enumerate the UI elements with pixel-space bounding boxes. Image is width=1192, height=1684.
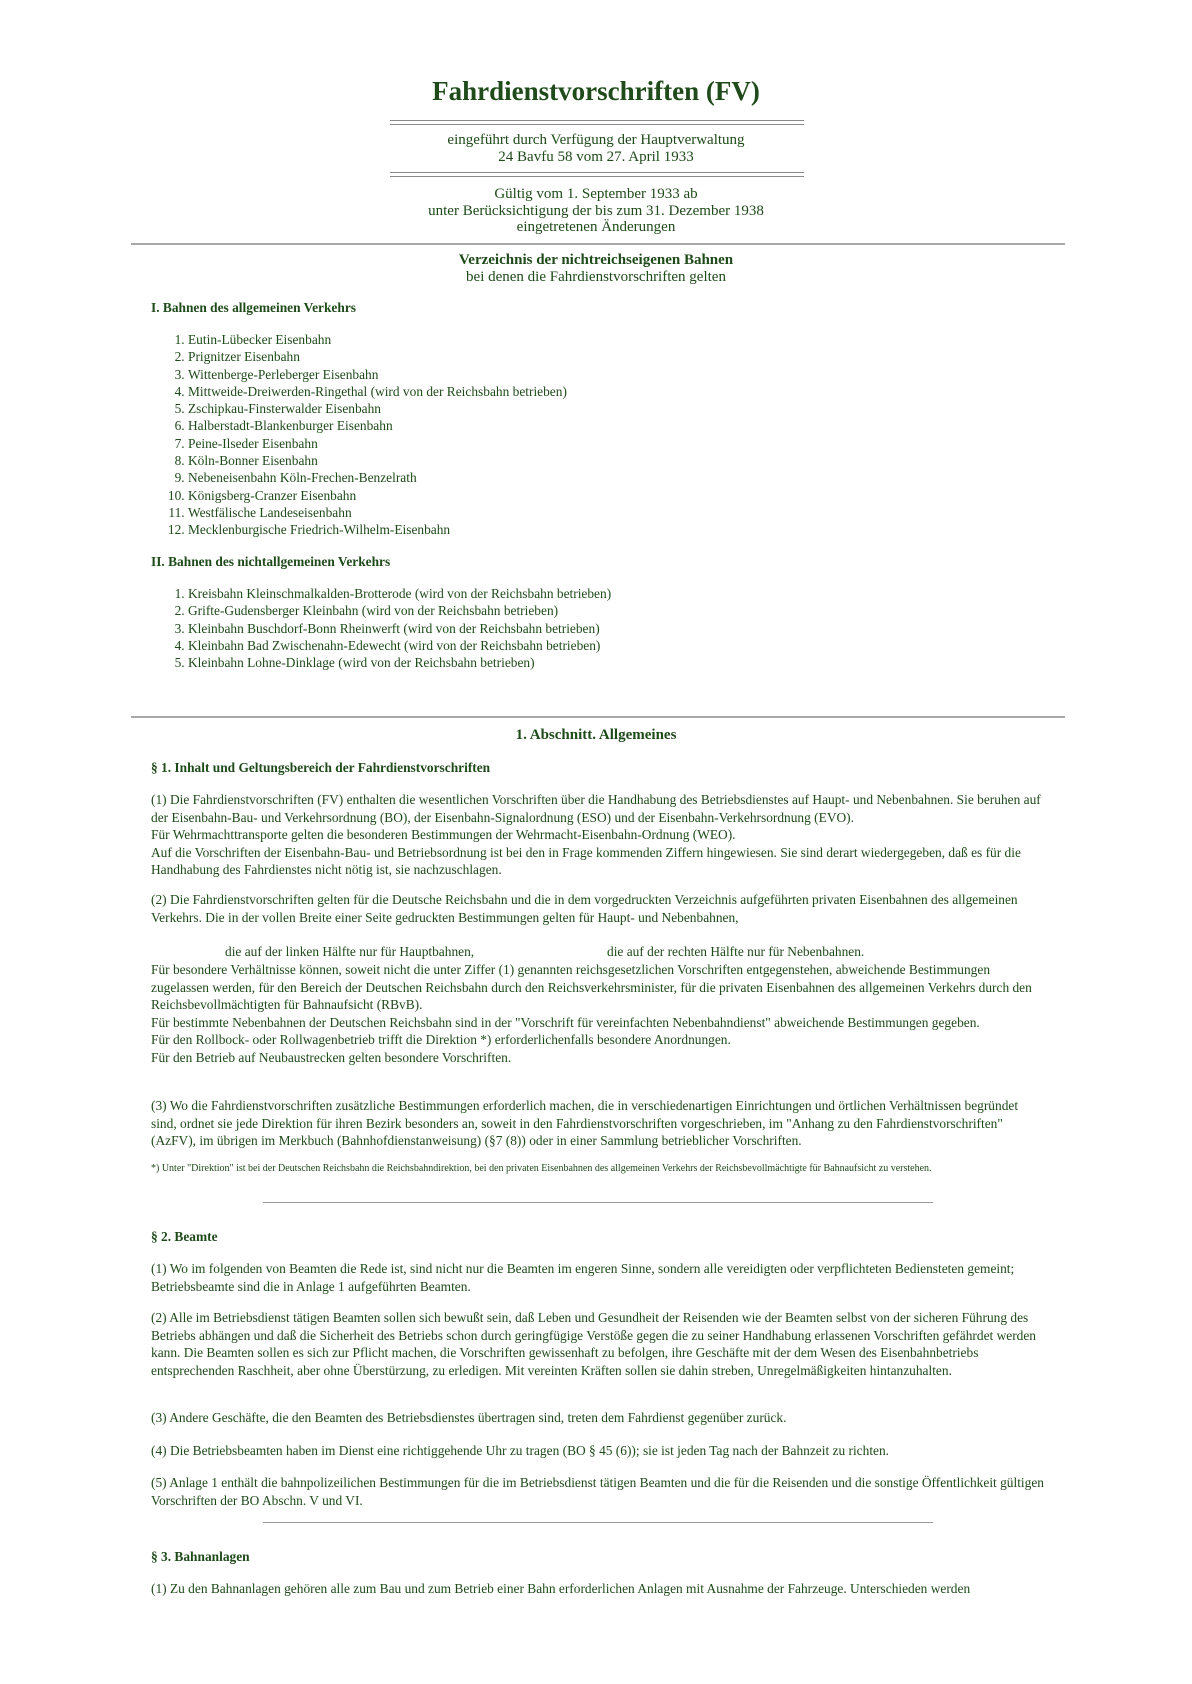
list-item: 10. Königsberg-Cranzer Eisenbahn <box>188 487 567 504</box>
list-item: 1. Eutin-Lübecker Eisenbahn <box>188 331 567 348</box>
short-rule <box>263 1522 933 1523</box>
group1-list <box>151 331 567 539</box>
paragraph-2-4: (4) Die Betriebsbeamten haben im Dienst eine richtiggehende Uhr zu tragen (BO § 45 (6)); sie ist jeden Tag nach der Bahnzeit zu richten. <box>151 1443 890 1458</box>
text-line: (1) Die Fahrdienstvorschriften (FV) enthalten die wesentlichen Vorschriften über die Handhabung des Betriebsdienstes auf Haupt- und Nebenbahnen. Sie beruhen auf der Eisenbahn-Bau- und Verkehrsordnung (BO), der Eisenbahn-Signalordnung (ESO) und der Eisenbahn-Verkehrsordnung (EVO). <box>151 792 1041 825</box>
paragraph-1-2-continued <box>151 961 1047 1066</box>
validity-line: eingetretenen Änderungen <box>516 219 676 235</box>
list-item: 7. Peine-Ilseder Eisenbahn <box>188 435 567 452</box>
intro-block <box>0 132 1192 165</box>
section-title: 1. Abschnitt. Allgemeines <box>515 727 677 743</box>
document-title: Fahrdienstvorschriften (FV) <box>432 76 760 106</box>
validity-block <box>0 186 1192 236</box>
paragraph-2-2: (2) Alle im Betriebsdienst tätigen Beamten sollen sich bewußt sein, daß Leben und Gesundheit der Reisenden wie der Beamten selbst von der sicheren Führung des Betriebs abhängen und daß die Sicherheit des Betriebs schon durch geringfügige Verstöße gegen die zu seiner Handhabung erlassenen Vorschriften gefährdet werden kann. Die Beamten sollen es sich zur Pflicht machen, die Vorschriften gewissenhaft zu befolgen, ihre Geschäfte mit der dem Wesen des Eisenbahnbetriebs entsprechenden Raschheit, aber ohne Überstürzung, zu erledigen. Mit vereinten Kräften sollen sie dahin streben, Unregelmäßigkeiten hintanzuhalten. <box>151 1310 1036 1378</box>
list-item: 3. Wittenberge-Perleberger Eisenbahn <box>188 366 567 383</box>
paragraph-2-3: (3) Andere Geschäfte, die den Beamten des Betriebsdienstes übertragen sind, treten dem Fahrdienst gegenüber zurück. <box>151 1410 787 1425</box>
group1-title: I. Bahnen des allgemeinen Verkehrs <box>151 300 356 315</box>
list-item: 4. Mittweide-Dreiwerden-Ringethal (wird von der Reichsbahn betrieben) <box>188 383 567 400</box>
list-item: 2. Prignitzer Eisenbahn <box>188 348 567 365</box>
list-item: 9. Nebeneisenbahn Köln-Frechen-Benzelrath <box>188 469 567 486</box>
paragraph-1-2: (2) Die Fahrdienstvorschriften gelten für die Deutsche Reichsbahn und die in dem vorgedruckten Verzeichnis aufgeführten privaten Eisenbahnen des allgemeinen Verkehrs. Die in der vollen Breite einer Seite gedruckten Bestimmungen gelten für Haupt- und Nebenbahnen, <box>151 892 1018 925</box>
group2-list <box>151 585 611 671</box>
paragraph-title-1: § 1. Inhalt und Geltungsbereich der Fahrdienstvorschriften <box>151 760 491 775</box>
horizontal-rule <box>131 243 1065 245</box>
list-item: 12. Mecklenburgische Friedrich-Wilhelm-Eisenbahn <box>188 521 567 538</box>
paragraph-1-3: (3) Wo die Fahrdienstvorschriften zusätzliche Bestimmungen erforderlich machen, die in verschiedenartigen Einrichtungen und örtlichen Verhältnissen begründet sind, ordnet sie jede Direktion für ihren Bezirk besonders an, soweit in den Fahrdienstvorschriften vorgeschrieben, im "Anhang zu den Fahrdienstvorschriften" (AzFV), im übrigen im Merkbuch (Bahnhofdienstanweisung) (§7 (8)) oder in einer Sammlung betrieblicher Vorschriften. <box>151 1098 1019 1148</box>
directory-heading-block <box>0 252 1192 285</box>
paragraph-2-5: (5) Anlage 1 enthält die bahnpolizeilichen Bestimmungen für die im Betriebsdienst tätigen Beamten und die für die Reisenden und die sonstige Öffentlichkeit gültigen Vorschriften der BO Abschn. V und VI. <box>151 1475 1044 1508</box>
split-right-text: die auf der rechten Hälfte nur für Nebenbahnen. <box>607 944 865 959</box>
intro-line: eingeführt durch Verfügung der Hauptverwaltung <box>447 132 745 148</box>
list-item: 5. Kleinbahn Lohne-Dinklage (wird von der Reichsbahn betrieben) <box>188 654 611 671</box>
short-rule <box>263 1202 933 1203</box>
intro-line: 24 Bavfu 58 vom 27. April 1933 <box>498 148 694 165</box>
paragraph-2-1: (1) Wo im folgenden von Beamten die Rede ist, sind nicht nur die Beamten im engeren Sinne, sondern alle vereidigten oder verpflichteten Bediensteten gemeint; Betriebsbeamte sind die in Anlage 1 aufgeführten Beamten. <box>151 1261 1015 1294</box>
validity-line: Gültig vom 1. September 1933 ab <box>494 186 698 202</box>
list-item: 6. Halberstadt-Blankenburger Eisenbahn <box>188 417 567 434</box>
list-item: 11. Westfälische Landeseisenbahn <box>188 504 567 521</box>
double-rule <box>390 172 804 177</box>
list-item: 8. Köln-Bonner Eisenbahn <box>188 452 567 469</box>
double-rule <box>390 120 804 125</box>
paragraph-1-1 <box>151 791 1047 879</box>
list-item: 1. Kreisbahn Kleinschmalkalden-Brotterode (wird von der Reichsbahn betrieben) <box>188 585 611 602</box>
validity-line: unter Berücksichtigung der bis zum 31. Dezember 1938 <box>428 202 764 219</box>
paragraph-title-3: § 3. Bahnanlagen <box>151 1549 250 1564</box>
footnote: *) Unter "Direktion" ist bei der Deutschen Reichsbahn die Reichsbahndirektion, bei den privaten Eisenbahnen des allgemeinen Verkehrs der Reichsbevollmächtigte für Bahnaufsicht zu verstehen. <box>151 1163 932 1174</box>
group2-title: II. Bahnen des nichtallgemeinen Verkehrs <box>151 554 391 569</box>
list-item: 4. Kleinbahn Bad Zwischenahn-Edewecht (wird von der Reichsbahn betrieben) <box>188 637 611 654</box>
list-item: 2. Grifte-Gudensberger Kleinbahn (wird von der Reichsbahn betrieben) <box>188 602 611 619</box>
directory-heading: Verzeichnis der nichtreichseigenen Bahnen <box>458 252 734 268</box>
list-item: 5. Zschipkau-Finsterwalder Eisenbahn <box>188 400 567 417</box>
paragraph-title-2: § 2. Beamte <box>151 1229 218 1244</box>
text-line: Für bestimmte Nebenbahnen der Deutschen Reichsbahn sind in der "Vorschrift für vereinfachten Nebenbahndienst" abweichende Bestimmungen gegeben. <box>151 1014 980 1030</box>
split-left-text: die auf der linken Hälfte nur für Hauptbahnen, <box>225 944 475 959</box>
paragraph-3-1: (1) Zu den Bahnanlagen gehören alle zum Bau und zum Betrieb einer Bahn erforderlichen Anlagen mit Ausnahme der Fahrzeuge. Unterschieden werden <box>151 1581 971 1596</box>
list-item: 3. Kleinbahn Buschdorf-Bonn Rheinwerft (wird von der Reichsbahn betrieben) <box>188 620 611 637</box>
directory-subheading: bei denen die Fahrdienstvorschriften gelten <box>466 268 726 285</box>
text-line: Für Wehrmachttransporte gelten die besonderen Bestimmungen der Wehrmacht-Eisenbahn-Ordnung (WEO). <box>151 827 736 842</box>
text-line: Für besondere Verhältnisse können, soweit nicht die unter Ziffer (1) genannten reichsgesetzlichen Vorschriften entgegenstehen, abweichende Bestimmungen zugelassen werden, für den Bereich der Deutschen Reichsbahn durch den Reichsverkehrsminister, für die privaten Eisenbahnen des allgemeinen Verkehrs durch den Reichsbevollmächtigten für Bahnaufsicht (RBvB). <box>151 962 1032 1012</box>
text-line: Auf die Vorschriften der Eisenbahn-Bau- und Betriebsordnung ist bei den in Frage kommenden Ziffern hingewiesen. Sie sind derart wiedergegeben, daß es für die Handhabung des Fahrdienstes nicht nötig ist, sie nachzuschlagen. <box>151 844 1021 877</box>
text-line: Für den Rollbock- oder Rollwagenbetrieb trifft die Direktion *) erforderlichenfalls besondere Anordnungen. <box>151 1032 731 1047</box>
horizontal-rule <box>131 716 1065 718</box>
text-line: Für den Betrieb auf Neubaustrecken gelten besondere Vorschriften. <box>151 1049 512 1065</box>
